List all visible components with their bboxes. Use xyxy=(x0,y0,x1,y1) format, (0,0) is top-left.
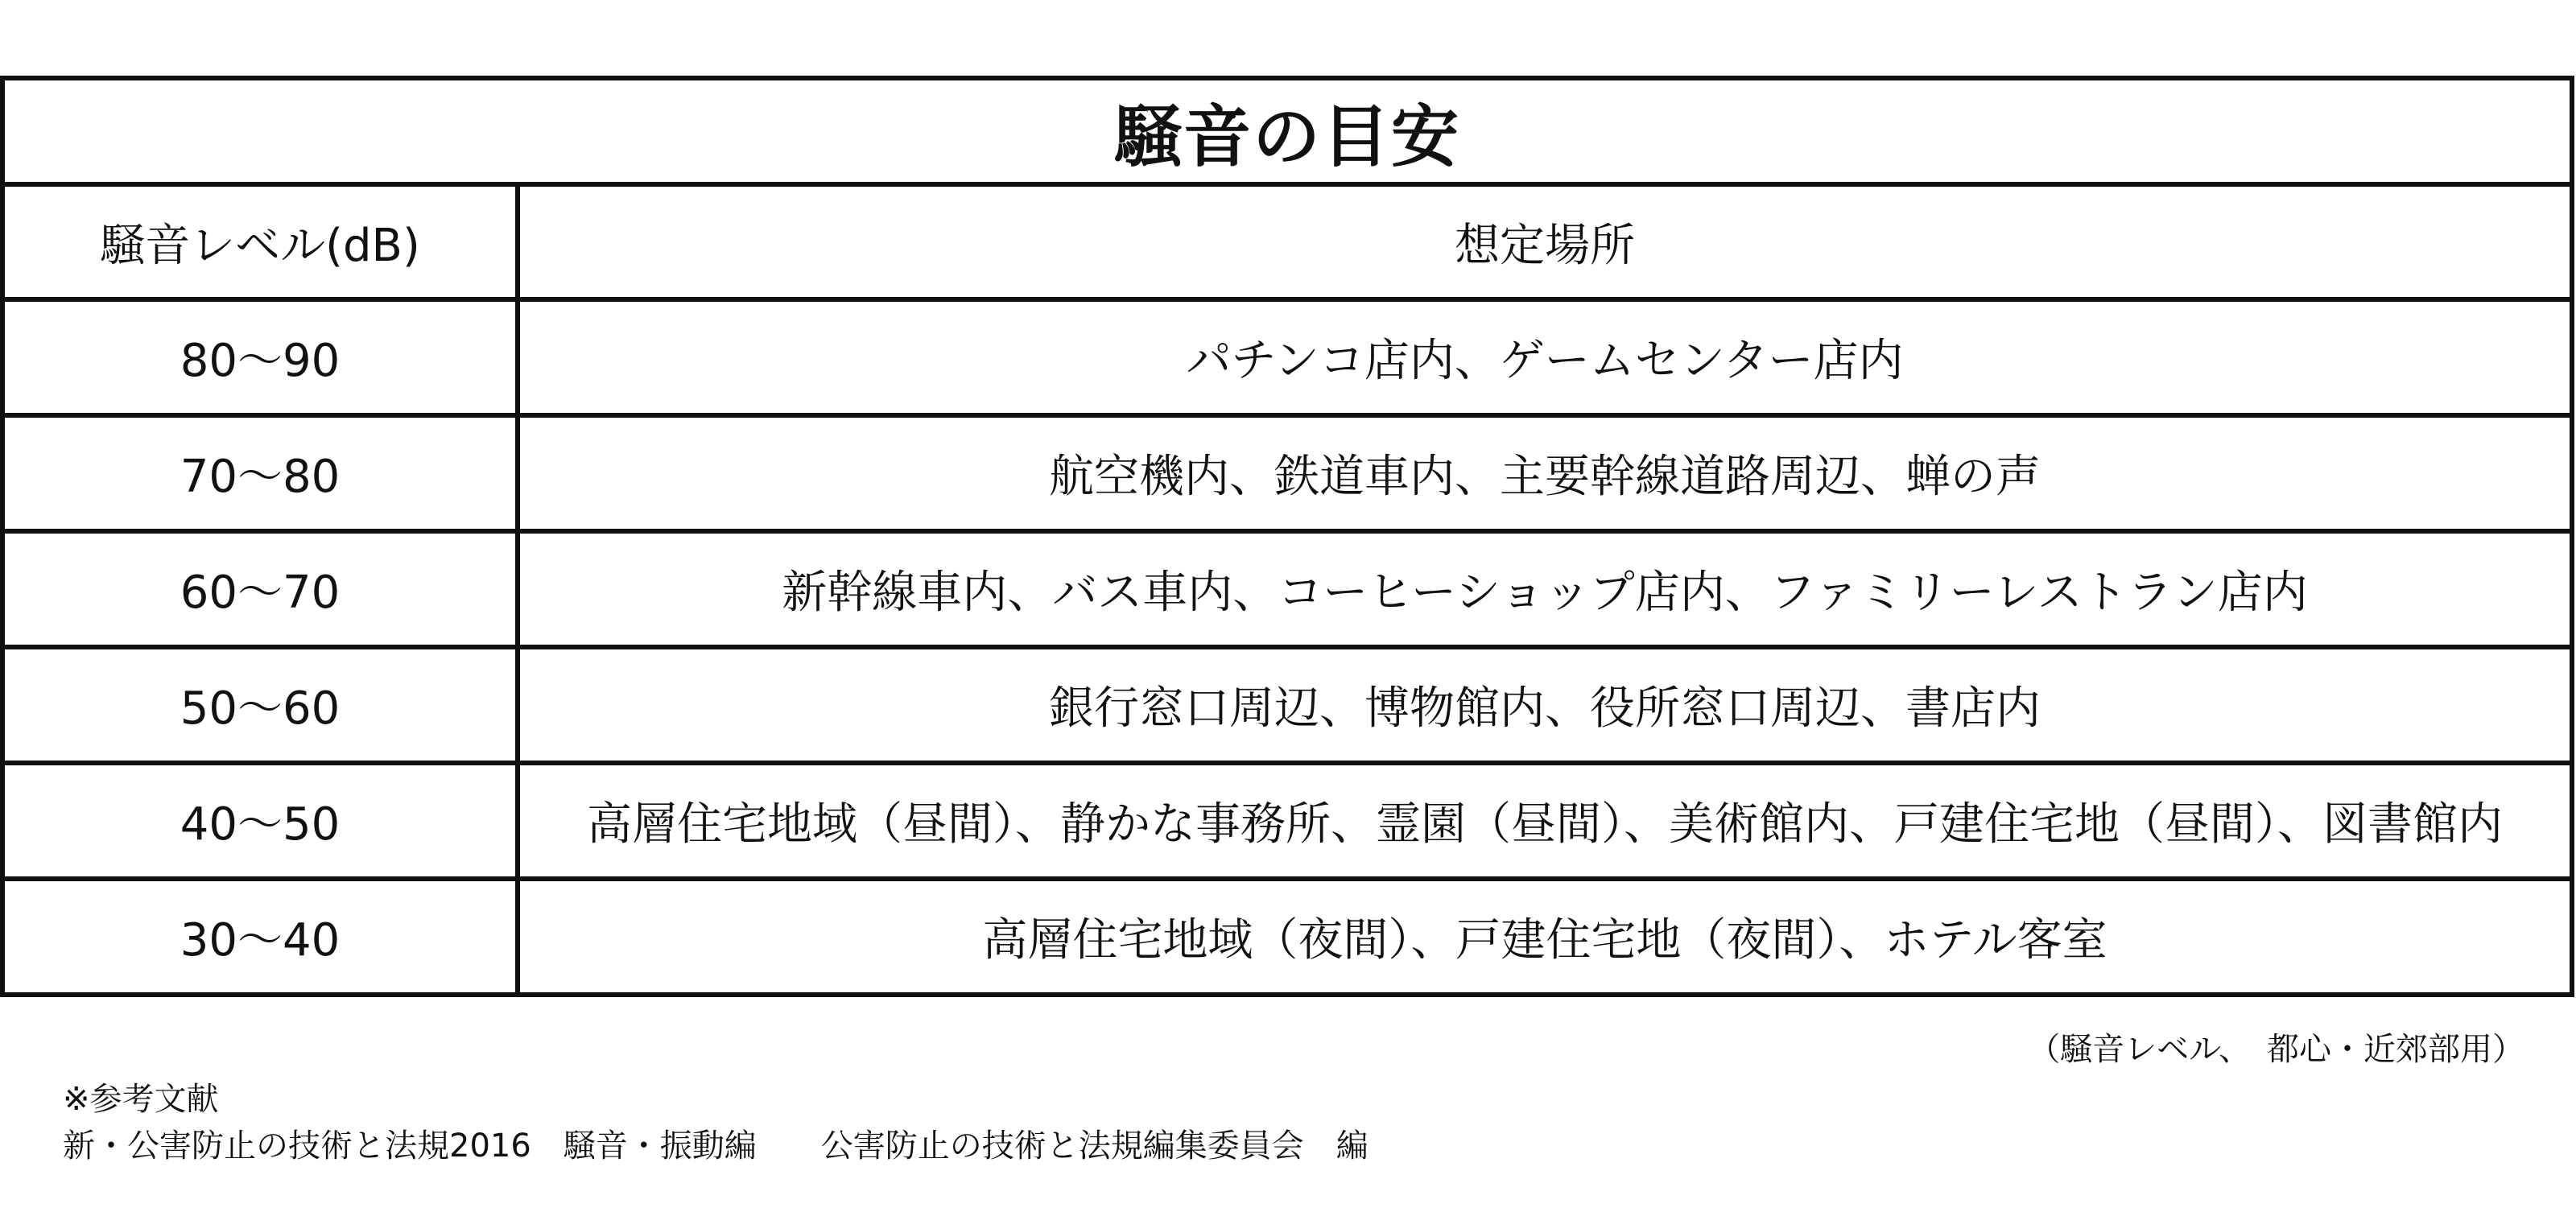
assumed-place-cell: 高層住宅地域（夜間）、戸建住宅地（夜間）、ホテル客室 xyxy=(518,879,2572,995)
column-header-noise-level: 騒音レベル(dB) xyxy=(2,184,518,299)
noise-level-cell: 60〜70 xyxy=(2,531,518,647)
references-citation: 新・公害防止の技術と法規2016 騒音・振動編 公害防止の技術と法規編集委員会 編 xyxy=(63,1127,1368,1165)
assumed-place-cell: 高層住宅地域（昼間）、静かな事務所、霊園（昼間）、美術館内、戸建住宅地（昼間）、図書館内 xyxy=(518,763,2572,879)
references-heading: ※参考文献 xyxy=(63,1081,219,1118)
table-title: 騒音の目安 xyxy=(2,78,2572,184)
column-header-assumed-place: 想定場所 xyxy=(518,184,2572,299)
table-row xyxy=(2,299,2572,415)
table-row xyxy=(2,763,2572,879)
assumed-place-cell: 新幹線車内、バス車内、コーヒーショップ店内、ファミリーレストラン店内 xyxy=(518,531,2572,647)
scale-note: （騒音レベル、 都心・近郊部用） xyxy=(2028,1031,2524,1068)
table-row xyxy=(2,415,2572,531)
table-row xyxy=(2,879,2572,995)
noise-guideline-table xyxy=(0,76,2574,997)
table-title-row xyxy=(2,78,2572,184)
table-row xyxy=(2,531,2572,647)
assumed-place-cell: 航空機内、鉄道車内、主要幹線道路周辺、蝉の声 xyxy=(518,415,2572,531)
noise-level-cell: 40〜50 xyxy=(2,763,518,879)
table-header-row xyxy=(2,184,2572,299)
noise-level-cell: 30〜40 xyxy=(2,879,518,995)
noise-level-cell: 70〜80 xyxy=(2,415,518,531)
assumed-place-cell: 銀行窓口周辺、博物館内、役所窓口周辺、書店内 xyxy=(518,647,2572,763)
assumed-place-cell: パチンコ店内、ゲームセンター店内 xyxy=(518,299,2572,415)
noise-level-cell: 80〜90 xyxy=(2,299,518,415)
noise-level-cell: 50〜60 xyxy=(2,647,518,763)
references-block xyxy=(63,1076,1368,1169)
table-row xyxy=(2,647,2572,763)
